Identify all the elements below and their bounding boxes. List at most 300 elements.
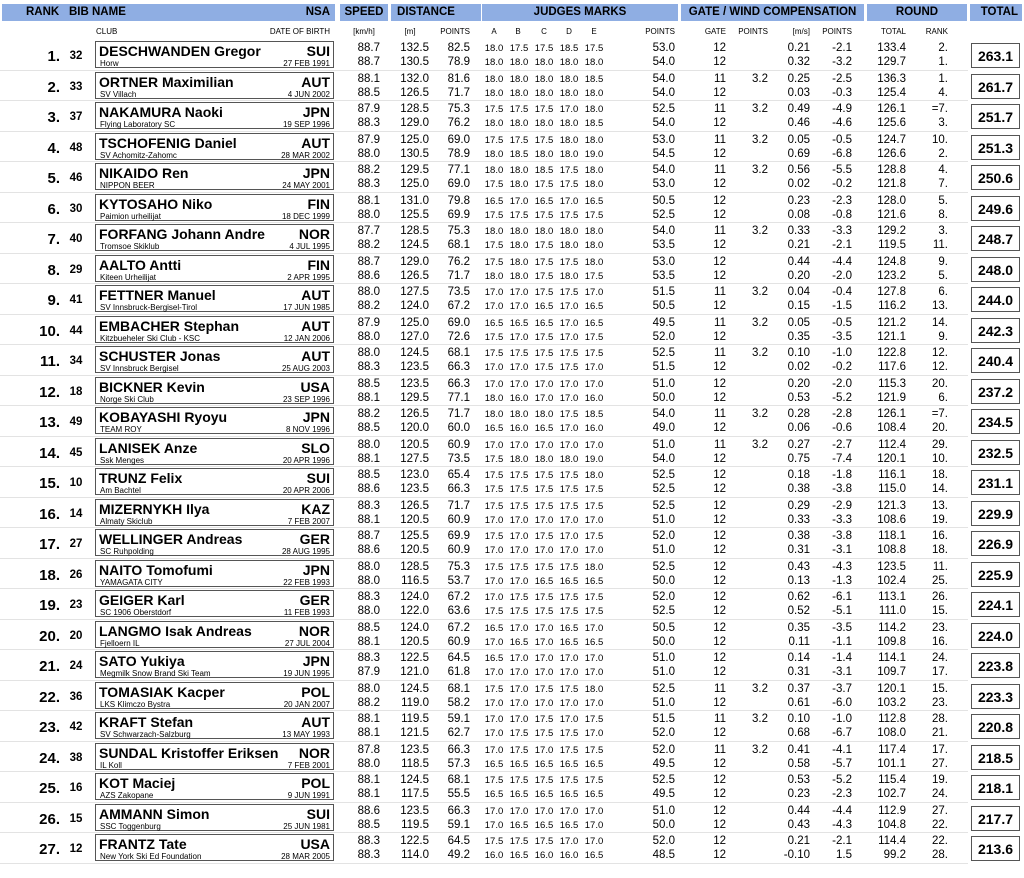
bib-cell: 44: [69, 324, 83, 337]
wind-speed-1: 0.44: [787, 804, 810, 817]
athlete-name: NAKAMURA Naoki: [99, 104, 223, 120]
rank-cell: 13.: [39, 414, 60, 431]
judge-mark-2: 17.5: [509, 484, 529, 495]
judge-mark-1: 17.5: [509, 134, 529, 146]
judge-mark-2: 16.5: [484, 423, 504, 434]
judge-mark-1: 17.0: [509, 622, 529, 634]
speed-1: 88.7: [357, 255, 380, 268]
club-name: SV Schwarzach-Salzburg: [100, 730, 191, 739]
judge-mark-1: 17.5: [509, 744, 529, 756]
header-round: ROUND: [895, 6, 939, 18]
gate-1: 11: [714, 316, 726, 329]
judge-mark-2: 17.5: [534, 240, 554, 251]
judge-mark-1: 18.0: [484, 73, 504, 85]
wind-points-2: -2.3: [832, 788, 852, 800]
gate-1: 11: [714, 72, 726, 85]
judge-mark-2: 17.0: [559, 514, 579, 526]
total-points: 223.8: [977, 658, 1014, 674]
wind-points-2: -6.7: [832, 727, 852, 739]
total-points: 220.8: [977, 719, 1014, 735]
judge-mark-2: 18.0: [534, 453, 554, 465]
judge-mark-2: 17.0: [484, 362, 504, 373]
judge-mark-2: 17.5: [559, 606, 579, 617]
gate-points-1: 3.2: [752, 347, 768, 359]
gate-2: 12: [713, 788, 726, 800]
judge-points-2: 54.0: [652, 56, 675, 68]
nation-code: GER: [299, 531, 330, 547]
round-rank-2: 22.: [932, 818, 948, 831]
judge-points-1: 52.0: [652, 591, 675, 603]
round-total-2: 119.5: [878, 239, 906, 251]
wind-points-1: -2.7: [832, 438, 852, 451]
distance-points-2: 71.7: [447, 269, 470, 282]
gate-2: 12: [713, 269, 726, 282]
distance-2: 126.5: [400, 86, 429, 99]
rank-cell: 26.: [39, 810, 60, 828]
judge-mark-1: 18.0: [509, 165, 529, 176]
round-rank-1: 20.: [932, 377, 948, 390]
round-rank-1: 14.: [932, 316, 948, 329]
athlete-name: SCHUSTER Jonas: [99, 348, 221, 364]
round-total-1: 120.1: [877, 682, 906, 695]
judge-mark-2: 18.0: [509, 179, 529, 190]
judge-mark-1: 17.5: [534, 104, 554, 115]
total-points: 249.6: [977, 200, 1014, 217]
wind-points-2: -6.8: [832, 147, 852, 160]
judge-mark-2: 17.5: [484, 453, 504, 465]
bib-cell: 12: [69, 843, 83, 855]
judge-mark-2: 17.5: [559, 728, 579, 739]
gate-2: 12: [713, 178, 726, 190]
rank-cell: 11.: [39, 353, 60, 370]
total-points: 261.7: [977, 78, 1014, 95]
bib-cell: 42: [69, 721, 83, 733]
gate-2: 12: [713, 361, 726, 373]
total-points: 217.7: [977, 810, 1014, 827]
table-row: [0, 284, 1024, 315]
speed-1: 87.9: [357, 316, 380, 329]
distance-2: 124.5: [400, 239, 429, 251]
judge-points-1: 52.5: [652, 682, 675, 695]
total-points: 226.9: [977, 536, 1014, 552]
rank-cell: 7.: [47, 231, 60, 248]
judge-points-1: 53.0: [652, 42, 675, 54]
judge-mark-2: 18.5: [509, 148, 529, 160]
wind-speed-1: 0.53: [787, 774, 810, 786]
wind-speed-2: 0.23: [787, 788, 810, 800]
total-points: 248.7: [977, 231, 1014, 247]
table-row: [0, 71, 1024, 102]
judge-mark-1: 17.0: [509, 531, 529, 542]
judge-mark-2: 18.0: [559, 148, 579, 160]
speed-1: 88.0: [357, 438, 380, 451]
speed-1: 88.3: [357, 499, 380, 512]
judge-mark-2: 18.0: [584, 57, 604, 68]
club-name: SSC Toggenburg: [100, 821, 161, 831]
distance-points-2: 57.3: [447, 757, 470, 770]
judge-mark-1: 17.0: [534, 653, 554, 664]
wind-speed-2: 0.46: [787, 117, 810, 129]
athlete-name: BICKNER Kevin: [99, 378, 205, 395]
nation-code: SLO: [301, 439, 330, 456]
distance-points-1: 75.3: [447, 225, 470, 237]
speed-2: 87.9: [357, 666, 380, 678]
round-total-2: 121.1: [877, 330, 906, 343]
gate-1: 11: [714, 438, 726, 451]
gate-1: 12: [713, 42, 726, 54]
distance-points-2: 78.9: [447, 56, 470, 68]
athlete-name: NIKAIDO Ren: [99, 165, 189, 181]
judge-points-1: 51.5: [652, 713, 675, 725]
distance-2: 117.5: [401, 788, 429, 800]
distance-1: 132.5: [400, 42, 429, 54]
judge-points-2: 54.5: [652, 147, 675, 160]
round-rank-2: 4.: [938, 86, 948, 99]
table-row: [0, 467, 1024, 498]
date-of-birth: 17 JUN 1985: [283, 303, 330, 312]
gate-2: 12: [713, 208, 726, 221]
club-name: Am Bachtel: [100, 486, 141, 495]
judge-mark-1: 17.5: [509, 348, 529, 359]
judge-mark-2: 18.0: [559, 87, 579, 99]
rank-cell: 8.: [47, 261, 60, 279]
judge-mark-1: 17.0: [484, 714, 504, 725]
judge-mark-2: 19.0: [584, 148, 604, 160]
judge-points-1: 50.5: [652, 194, 675, 207]
wind-speed-1: 0.41: [787, 743, 810, 756]
judge-mark-1: 17.5: [484, 561, 504, 573]
wind-speed-1: 0.49: [787, 103, 810, 115]
gate-points-1: 3.2: [752, 133, 768, 146]
table-row: [0, 254, 1024, 285]
judge-mark-2: 17.5: [484, 179, 504, 190]
bib-cell: 32: [69, 50, 83, 62]
judge-mark-1: 17.5: [584, 348, 604, 359]
wind-speed-2: 0.38: [787, 483, 810, 495]
table-row: [0, 315, 1024, 346]
nation-code: AUT: [301, 134, 330, 151]
round-rank-2: 14.: [932, 483, 948, 495]
judge-points-2: 53.0: [652, 178, 675, 190]
judge-mark-1: 17.0: [484, 439, 504, 451]
judge-points-1: 51.0: [652, 377, 675, 390]
round-rank-1: 16.: [932, 530, 948, 542]
speed-2: 88.0: [357, 330, 380, 343]
round-rank-2: 27.: [932, 757, 948, 770]
round-total-2: 101.1: [877, 757, 906, 770]
gate-2: 12: [713, 696, 726, 709]
athlete-name: KOT Maciej: [99, 775, 176, 791]
judge-points-2: 49.5: [652, 788, 675, 800]
bib-cell: 30: [69, 202, 83, 215]
round-rank-2: 11.: [932, 239, 948, 251]
round-total-1: 123.5: [877, 560, 906, 573]
wind-speed-1: 0.21: [787, 835, 810, 847]
judge-points-2: 52.5: [652, 605, 675, 617]
judge-mark-2: 17.0: [484, 301, 504, 312]
judge-points-2: 52.0: [652, 330, 675, 343]
gate-1: 11: [714, 103, 726, 115]
wind-points-2: -1.1: [832, 635, 852, 648]
wind-points-2: -4.6: [832, 117, 852, 129]
round-rank-2: 21.: [932, 727, 948, 739]
judge-mark-2: 17.0: [584, 819, 604, 831]
judge-points-2: 50.0: [652, 391, 675, 404]
round-total-2: 115.0: [878, 483, 906, 495]
club-name: SV Innsbruck-Bergisel-Tirol: [100, 303, 198, 312]
speed-1: 88.3: [357, 835, 380, 847]
rank-cell: 4.: [47, 139, 60, 157]
total-points: 251.3: [977, 139, 1014, 156]
wind-speed-1: 0.05: [787, 133, 810, 146]
judge-mark-1: 17.5: [534, 561, 554, 573]
judge-mark-2: 17.0: [584, 362, 604, 373]
judge-mark-1: 17.0: [509, 439, 529, 451]
nation-code: SUI: [306, 43, 330, 59]
judge-mark-2: 17.0: [509, 362, 529, 373]
distance-points-2: 55.5: [447, 788, 470, 800]
round-total-1: 112.9: [878, 804, 906, 817]
distance-points-2: 69.9: [447, 208, 470, 221]
judge-mark-2: 17.0: [559, 392, 579, 404]
table-row: [0, 40, 1024, 71]
judge-mark-2: 18.0: [484, 118, 504, 129]
wind-speed-2: 0.31: [787, 666, 810, 678]
judge-points-2: 54.0: [652, 117, 675, 129]
judge-mark-2: 17.0: [534, 392, 554, 404]
nation-code: SUI: [306, 805, 330, 822]
club-name: SV Innsbruck Bergisel: [100, 364, 179, 373]
wind-points-1: -0.5: [832, 133, 852, 146]
judge-mark-2: 16.5: [484, 789, 504, 800]
date-of-birth: 18 DEC 1999: [281, 211, 330, 221]
judge-mark-2: 16.5: [584, 850, 604, 861]
round-total-2: 129.7: [877, 56, 906, 68]
total-points: 229.9: [977, 505, 1014, 522]
gate-2: 12: [713, 330, 726, 343]
judge-mark-2: 17.0: [559, 697, 579, 709]
nation-code: JPN: [302, 165, 330, 181]
subheader-round-total: TOTAL: [880, 27, 906, 36]
gate-1: 11: [714, 164, 726, 176]
total-points: 224.1: [977, 597, 1014, 613]
judge-mark-1: 18.0: [509, 256, 529, 268]
round-total-1: 114.1: [878, 652, 906, 664]
gate-1: 11: [714, 713, 726, 725]
round-total-2: 117.6: [878, 361, 906, 373]
judge-mark-2: 17.5: [484, 484, 504, 495]
wind-speed-2: 0.35: [787, 330, 810, 343]
judge-mark-1: 17.0: [584, 653, 604, 664]
round-total-2: 108.6: [877, 513, 906, 526]
judge-points-1: 51.0: [652, 438, 675, 451]
round-total-2: 102.4: [877, 574, 906, 587]
gate-points-1: 3.2: [752, 682, 768, 695]
gate-2: 12: [713, 757, 726, 770]
wind-speed-1: 0.27: [787, 438, 810, 451]
gate-1: 11: [714, 286, 726, 298]
bib-cell: 26: [69, 568, 83, 581]
gate-1: 12: [713, 377, 726, 390]
subheader-round-rank: RANK: [925, 27, 948, 36]
date-of-birth: 25 JUN 1981: [283, 821, 330, 831]
wind-speed-1: 0.23: [787, 194, 810, 207]
speed-1: 88.2: [357, 408, 380, 420]
judge-mark-2: 17.0: [584, 545, 604, 556]
nation-code: JPN: [302, 561, 330, 578]
gate-points-1: 3.2: [752, 164, 768, 176]
speed-1: 88.0: [357, 560, 380, 573]
distance-points-1: 68.1: [447, 682, 470, 695]
speed-2: 88.0: [357, 208, 380, 221]
judge-points-2: 51.0: [652, 696, 675, 709]
round-total-2: 108.4: [877, 422, 906, 434]
speed-2: 88.0: [357, 605, 380, 617]
athlete-name: MIZERNYKH Ilya: [99, 500, 210, 517]
judge-mark-2: 17.0: [484, 636, 504, 648]
wind-speed-2: 0.06: [787, 422, 810, 434]
wind-points-2: -3.3: [832, 513, 852, 526]
round-rank-1: 5.: [938, 194, 948, 207]
distance-1: 128.5: [400, 560, 429, 573]
distance-points-1: 68.1: [447, 774, 470, 786]
rank-cell: 16.: [39, 505, 60, 523]
judge-points-2: 54.0: [652, 452, 675, 465]
round-rank-1: 12.: [932, 347, 948, 359]
gate-points-1: 3.2: [752, 713, 768, 725]
judge-mark-2: 17.0: [509, 667, 529, 678]
round-rank-1: 27.: [932, 804, 948, 817]
judge-mark-2: 16.0: [559, 850, 579, 861]
speed-2: 88.1: [357, 635, 380, 648]
judge-mark-2: 16.5: [584, 301, 604, 312]
round-total-2: 121.6: [877, 208, 906, 221]
judge-points-1: 51.0: [652, 804, 675, 817]
wind-points-2: -0.2: [832, 361, 852, 373]
total-points: 218.1: [977, 780, 1014, 796]
judge-mark-1: 18.0: [484, 409, 504, 420]
judge-mark-2: 18.0: [484, 87, 504, 99]
total-points: 232.5: [977, 444, 1014, 461]
judge-mark-1: 17.0: [559, 317, 579, 329]
table-row: [0, 559, 1024, 590]
judge-mark-2: 17.0: [509, 575, 529, 587]
round-total-1: 121.2: [877, 316, 906, 329]
club-name: SC 1906 Oberstdorf: [100, 608, 172, 617]
total-points: 244.0: [977, 292, 1014, 308]
judge-mark-1: 18.0: [584, 226, 604, 237]
judge-mark-2: 17.0: [484, 819, 504, 831]
judge-mark-1: 17.5: [484, 104, 504, 115]
judge-mark-2: 17.5: [484, 331, 504, 343]
wind-speed-2: 0.75: [787, 452, 810, 465]
judge-mark-1: 18.0: [559, 73, 579, 85]
judge-mark-1: 17.5: [584, 744, 604, 756]
judge-mark-2: 17.5: [584, 331, 604, 343]
wind-points-1: -4.4: [832, 804, 852, 817]
rank-cell: 9.: [47, 292, 60, 309]
round-total-1: 112.8: [878, 713, 906, 725]
date-of-birth: 12 JAN 2006: [283, 333, 330, 343]
date-of-birth: 7 FEB 2001: [287, 760, 330, 770]
wind-speed-2: 0.20: [787, 269, 810, 282]
distance-points-2: 78.9: [447, 147, 470, 160]
speed-1: 88.6: [357, 804, 380, 817]
distance-points-1: 69.9: [447, 530, 470, 542]
distance-2: 123.5: [400, 483, 429, 495]
judge-mark-2: 17.0: [559, 301, 579, 312]
judge-mark-1: 17.5: [509, 104, 529, 115]
distance-2: 130.5: [400, 147, 429, 160]
rank-cell: 1.: [47, 48, 60, 65]
bib-cell: 38: [69, 751, 83, 764]
results-rows: [0, 40, 1024, 864]
round-rank-1: =7.: [931, 408, 948, 420]
wind-speed-2: 0.53: [787, 391, 810, 404]
table-header: [0, 0, 1024, 39]
distance-2: 121.0: [400, 666, 429, 678]
judge-mark-2: 18.0: [534, 118, 554, 129]
judge-mark-1: 17.0: [484, 287, 504, 298]
judge-mark-1: 17.5: [559, 744, 579, 756]
distance-points-1: 66.3: [447, 804, 470, 817]
distance-points-1: 68.1: [447, 347, 470, 359]
distance-2: 129.5: [400, 391, 429, 404]
gate-1: 12: [713, 560, 726, 573]
judge-mark-2: 18.0: [509, 57, 529, 68]
speed-1: 88.3: [357, 591, 380, 603]
rank-cell: 19.: [39, 597, 60, 614]
distance-2: 124.0: [400, 300, 429, 312]
athlete-name: AALTO Antti: [99, 256, 182, 273]
round-rank-2: 20.: [932, 422, 948, 434]
judge-mark-2: 17.0: [509, 331, 529, 343]
distance-2: 118.5: [401, 757, 429, 770]
wind-points-2: -3.1: [832, 666, 852, 678]
judge-mark-2: 16.5: [509, 636, 529, 648]
gate-2: 12: [713, 422, 726, 434]
judge-mark-1: 17.0: [484, 744, 504, 756]
distance-1: 124.5: [400, 682, 429, 695]
rank-cell: 18.: [39, 566, 60, 584]
round-rank-1: 2.: [938, 42, 948, 54]
judge-points-2: 51.0: [652, 666, 675, 678]
judge-mark-1: 17.0: [509, 683, 529, 695]
athlete-name: FORFANG Johann Andre: [99, 226, 265, 242]
judge-mark-2: 18.0: [559, 453, 579, 465]
gate-1: 11: [714, 133, 726, 146]
speed-2: 88.2: [357, 300, 380, 312]
speed-2: 88.2: [357, 239, 380, 251]
judge-mark-1: 17.5: [559, 561, 579, 573]
judge-mark-2: 17.0: [534, 545, 554, 556]
round-rank-2: 2.: [938, 147, 948, 160]
speed-1: 88.5: [357, 621, 380, 634]
judge-mark-2: 18.0: [484, 270, 504, 282]
round-total-1: 136.3: [877, 72, 906, 85]
judge-mark-1: 17.5: [509, 561, 529, 573]
gate-points-1: 3.2: [752, 225, 768, 237]
total-points: 263.1: [977, 48, 1014, 64]
wind-speed-1: 0.38: [787, 530, 810, 542]
date-of-birth: 20 JAN 2007: [283, 699, 330, 709]
distance-points-1: 67.2: [447, 621, 470, 634]
distance-points-2: 69.0: [447, 178, 470, 190]
bib-cell: 45: [69, 446, 83, 459]
judge-mark-1: 17.5: [509, 836, 529, 847]
judge-mark-2: 16.5: [584, 758, 604, 770]
judge-mark-1: 17.5: [509, 43, 529, 54]
